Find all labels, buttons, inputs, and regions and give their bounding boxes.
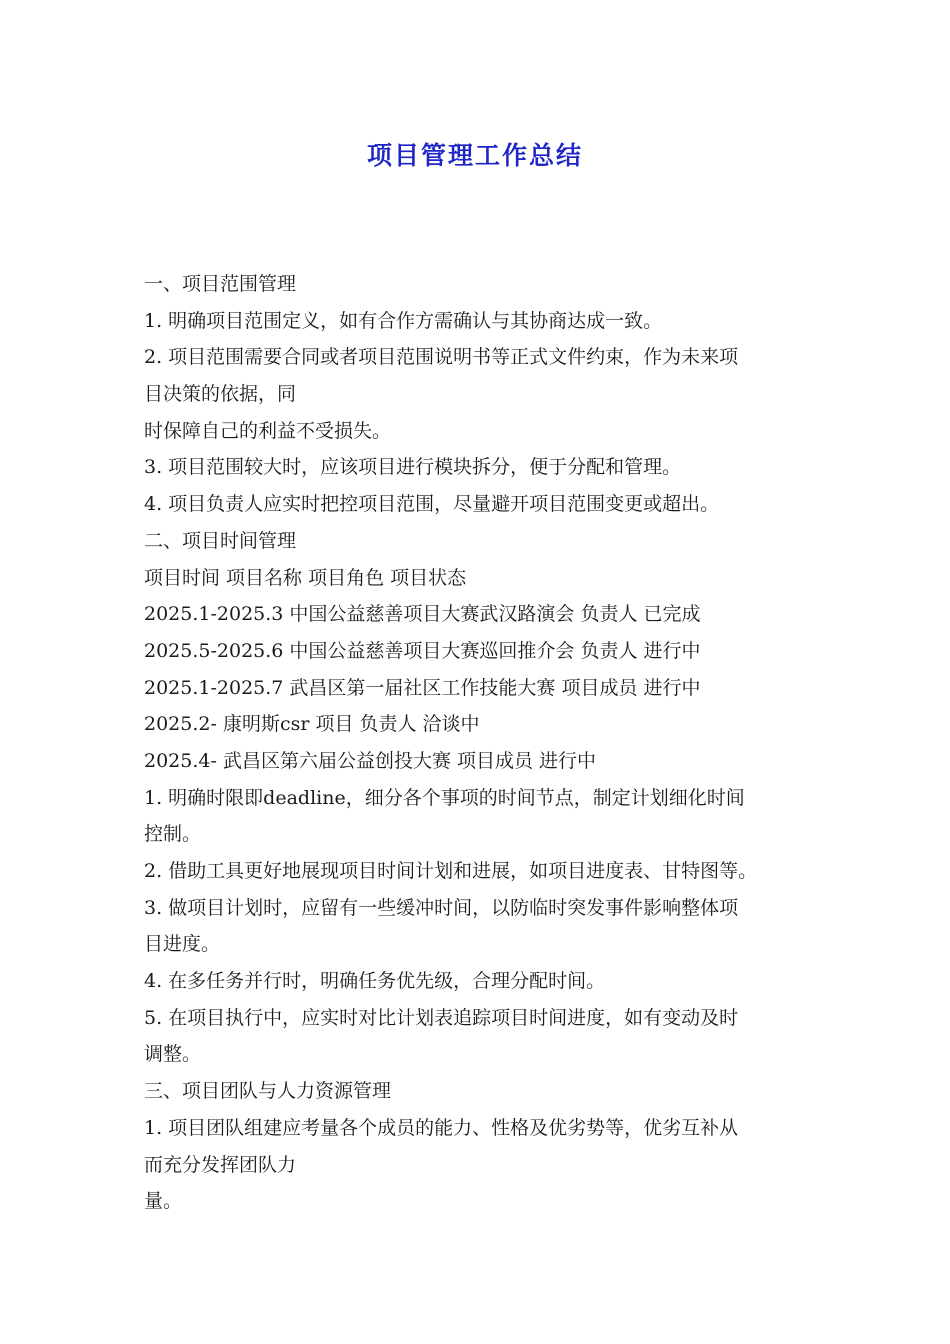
paragraph-line: 控制。 bbox=[144, 823, 202, 846]
section-heading-scope: 一、项目范围管理 bbox=[144, 273, 297, 295]
section-heading-team: 三、项目团队与人力资源管理 bbox=[144, 1080, 392, 1103]
paragraph-line: 4. 在多任务并行时，明确任务优先级，合理分配时间。 bbox=[144, 970, 606, 993]
paragraph-line: 3. 做项目计划时，应留有一些缓冲时间，以防临时突发事件影响整体项 bbox=[144, 896, 739, 919]
project-table-header: 项目时间 项目名称 项目角色 项目状态 bbox=[144, 566, 467, 589]
project-table-row: 2025.1-2025.7 武昌区第一届社区工作技能大赛 项目成员 进行中 bbox=[144, 676, 701, 699]
paragraph-line: 目进度。 bbox=[144, 933, 221, 956]
project-table-row: 2025.1-2025.3 中国公益慈善项目大赛武汉路演会 负责人 已完成 bbox=[144, 603, 701, 626]
document-title: 项目管理工作总结 bbox=[366, 141, 583, 170]
paragraph-line: 5. 在项目执行中，应实时对比计划表追踪项目时间进度，如有变动及时 bbox=[144, 1006, 739, 1029]
paragraph-line: 量。 bbox=[144, 1190, 183, 1213]
paragraph-line: 2. 借助工具更好地展现项目时间计划和进展，如项目进度表、甘特图等。 bbox=[144, 860, 758, 882]
paragraph-line: 2. 项目范围需要合同或者项目范围说明书等正式文件约束，作为未来项 bbox=[144, 346, 739, 369]
paragraph-line: 而充分发挥团队力 bbox=[144, 1153, 297, 1176]
project-table-row: 2025.5-2025.6 中国公益慈善项目大赛巡回推介会 负责人 进行中 bbox=[144, 639, 701, 662]
paragraph-line: 调整。 bbox=[144, 1043, 202, 1066]
paragraph-line: 4. 项目负责人应实时把控项目范围，尽量避开项目范围变更或超出。 bbox=[144, 493, 720, 516]
paragraph-line: 3. 项目范围较大时，应该项目进行模块拆分，便于分配和管理。 bbox=[144, 456, 682, 479]
section-heading-time: 二、项目时间管理 bbox=[144, 529, 297, 552]
project-table-row: 2025.4- 武昌区第六届公益创投大赛 项目成员 进行中 bbox=[144, 749, 597, 772]
paragraph-line: 1. 明确项目范围定义，如有合作方需确认与其协商达成一致。 bbox=[144, 309, 663, 332]
project-table-row: 2025.2- 康明斯csr 项目 负责人 洽谈中 bbox=[144, 713, 480, 736]
document-body bbox=[144, 266, 824, 1220]
paragraph-line: 时保障自己的利益不受损失。 bbox=[144, 419, 392, 442]
paragraph-line: 1. 明确时限即deadline，细分各个事项的时间节点，制定计划细化时间 bbox=[144, 786, 745, 809]
paragraph-line: 1. 项目团队组建应考量各个成员的能力、性格及优劣势等，优劣互补从 bbox=[144, 1116, 739, 1139]
paragraph-line: 目决策的依据，同 bbox=[144, 383, 297, 406]
